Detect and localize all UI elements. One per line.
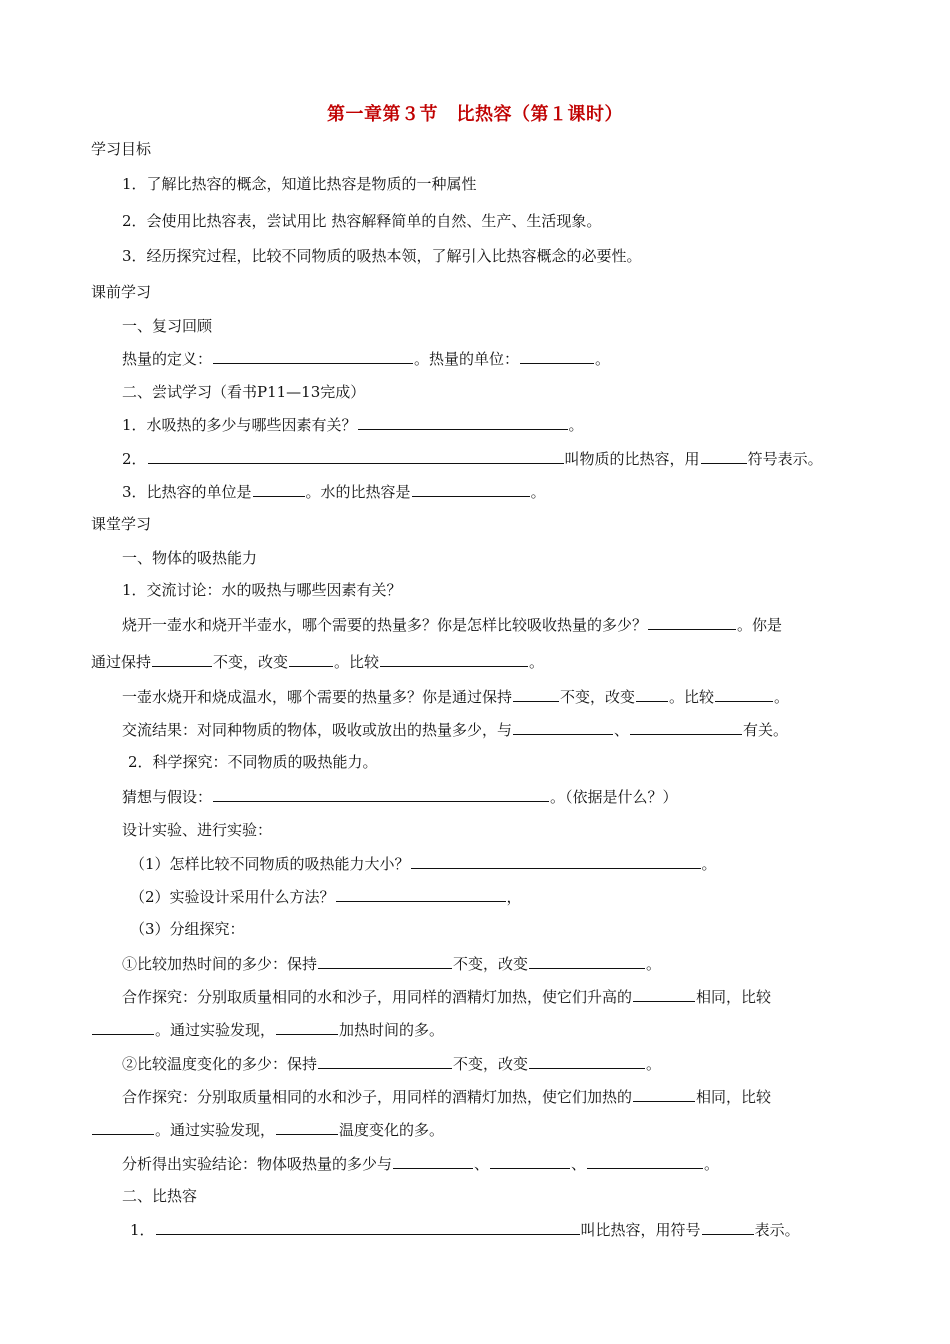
answer-blank[interactable] (318, 1053, 452, 1069)
question-text: ①比较加热时间的多少：保持 (122, 955, 318, 973)
cooperation-2-cont (91, 1119, 444, 1140)
compare-heat-time (122, 953, 661, 974)
answer-blank[interactable] (152, 651, 212, 667)
question-text: 通过保持 (91, 653, 152, 671)
symbol-blank[interactable] (701, 448, 747, 464)
question-text: 交流结果：对同种物质的物体，吸收或放出的热量多少，与 (122, 721, 513, 739)
end-period: 。 (774, 688, 790, 706)
heat-definition-blank[interactable] (213, 348, 413, 364)
answer-blank[interactable] (336, 886, 506, 902)
answer-blank[interactable] (630, 719, 742, 735)
separator: 、 (614, 721, 630, 739)
answer-blank[interactable] (412, 481, 530, 497)
end-period: 。 (646, 1055, 662, 1073)
answer-blank[interactable] (715, 686, 773, 702)
review-heading: 一、复习回顾 (122, 317, 213, 335)
objective-item: 2．会使用比热容表，尝试用比 热容解释简单的自然、生产、生活现象。 (122, 212, 602, 230)
question-text: ②比较温度变化的多少：保持 (122, 1055, 318, 1073)
heat-unit-blank[interactable] (520, 348, 594, 364)
heat-definition-line (122, 348, 610, 369)
answer-blank[interactable] (636, 686, 668, 702)
question-text: 合作探究：分别取质量相同的水和沙子，用同样的酒精灯加热，使它们升高的 (122, 988, 633, 1006)
kettle-question-1-cont (91, 651, 544, 672)
cooperation-2 (122, 1086, 771, 1107)
explore-heading: 2．科学探究：不同物质的吸热能力。 (128, 753, 378, 771)
discussion-result (122, 719, 788, 740)
question-text: 。水的比热容是 (305, 483, 411, 501)
heat-unit-label: 。热量的单位： (414, 350, 520, 368)
step-3: （3）分组探究： (130, 920, 245, 938)
preclass-question-3 (122, 481, 546, 502)
answer-blank[interactable] (92, 1019, 154, 1035)
answer-blank[interactable] (529, 1053, 645, 1069)
question-text: （2）实验设计采用什么方法？ (130, 888, 335, 906)
answer-blank[interactable] (289, 651, 333, 667)
question-text: 不变，改变 (560, 688, 636, 706)
ability-heading: 一、物体的吸热能力 (122, 549, 258, 567)
question-text: 1．水吸热的多少与哪些因素有关？ (122, 416, 357, 434)
answer-blank[interactable] (156, 1219, 580, 1235)
question-text: 。（依据是什么？） (550, 788, 678, 806)
end-period: 。 (701, 855, 717, 873)
question-text: 烧开一壶水和烧开半壶水，哪个需要的热量多？你是怎样比较吸收热量的多少？ (122, 616, 648, 634)
answer-blank[interactable] (318, 953, 452, 969)
objective-item: 3．经历探究过程，比较不同物质的吸热本领，了解引入比热容概念的必要性。 (122, 247, 642, 265)
answer-blank[interactable] (92, 1119, 154, 1135)
question-text: 相同，比较 (696, 988, 772, 1006)
answer-blank[interactable] (148, 448, 564, 464)
question-text: 合作探究：分别取质量相同的水和沙子，用同样的酒精灯加热，使它们加热的 (122, 1088, 633, 1106)
answer-blank[interactable] (587, 1153, 703, 1169)
question-text: 叫比热容，用符号 (580, 1221, 701, 1239)
answer-blank[interactable] (633, 986, 695, 1002)
answer-blank[interactable] (276, 1119, 338, 1135)
preclass-heading: 课前学习 (91, 283, 152, 301)
question-text: 。你是 (737, 616, 783, 634)
end-period: 。 (530, 483, 546, 501)
question-number: 2． (122, 450, 147, 468)
question-text: （1）怎样比较不同物质的吸热能力大小？ (130, 855, 410, 873)
answer-blank[interactable] (529, 953, 645, 969)
hypothesis-line (122, 786, 678, 807)
step-1 (130, 853, 717, 874)
question-text: 3．比热容的单位是 (122, 483, 252, 501)
conclusion-line (122, 1153, 719, 1174)
answer-blank[interactable] (393, 1153, 473, 1169)
question-text: 加热时间的多。 (339, 1021, 445, 1039)
preclass-question-2 (122, 448, 823, 469)
step-2 (130, 886, 522, 907)
answer-blank[interactable] (358, 414, 568, 430)
specific-heat-question-1 (130, 1219, 800, 1240)
answer-blank[interactable] (513, 686, 559, 702)
answer-blank[interactable] (513, 719, 613, 735)
separator: 、 (474, 1155, 490, 1173)
question-text: 符号表示。 (747, 450, 823, 468)
separator: ， (506, 888, 522, 906)
end-period: 。 (704, 1155, 720, 1173)
question-text: 温度变化的多。 (339, 1121, 445, 1139)
objective-item: 1．了解比热容的概念，知道比热容是物质的一种属性 (122, 175, 477, 193)
end-period: 。 (568, 416, 584, 434)
question-text: 不变，改变 (453, 1055, 529, 1073)
answer-blank[interactable] (490, 1153, 570, 1169)
preclass-question-1 (122, 414, 584, 435)
unit-blank[interactable] (253, 481, 305, 497)
answer-blank[interactable] (633, 1086, 695, 1102)
question-text: 。比较 (334, 653, 380, 671)
try-heading: 二、尝试学习（看书P11—13完成） (122, 383, 366, 401)
question-text: 。通过实验发现， (155, 1121, 276, 1139)
end-period: 。 (646, 955, 662, 973)
question-text: 相同，比较 (696, 1088, 772, 1106)
page-title: 第一章第３节 比热容（第１课时） (327, 104, 623, 125)
objectives-heading: 学习目标 (91, 140, 152, 158)
design-heading: 设计实验、进行实验： (122, 821, 273, 839)
question-number: 1． (130, 1221, 155, 1239)
heat-definition-label: 热量的定义： (122, 350, 213, 368)
question-text: 分析得出实验结论：物体吸热量的多少与 (122, 1155, 393, 1173)
answer-blank[interactable] (276, 1019, 338, 1035)
question-text: 不变，改变 (213, 653, 289, 671)
question-text: 有关。 (743, 721, 789, 739)
answer-blank[interactable] (213, 786, 549, 802)
question-text: 叫物质的比热容，用 (564, 450, 700, 468)
question-text: 一壶水烧开和烧成温水，哪个需要的热量多？你是通过保持 (122, 688, 513, 706)
kettle-question-1 (122, 614, 782, 635)
end-period: 。 (529, 653, 545, 671)
symbol-blank[interactable] (702, 1219, 754, 1235)
question-text: 。通过实验发现， (155, 1021, 276, 1039)
end-period: 。 (595, 350, 611, 368)
question-text: 猜想与假设： (122, 788, 213, 806)
inclass-heading: 课堂学习 (91, 515, 152, 533)
discussion-question: 1．交流讨论：水的吸热与哪些因素有关？ (122, 581, 402, 599)
separator: 、 (571, 1155, 587, 1173)
answer-blank[interactable] (380, 651, 528, 667)
question-text: 不变，改变 (453, 955, 529, 973)
specific-heat-heading: 二、比热容 (122, 1187, 198, 1205)
compare-temperature (122, 1053, 661, 1074)
answer-blank[interactable] (648, 614, 736, 630)
question-text: 。比较 (669, 688, 715, 706)
cooperation-1 (122, 986, 771, 1007)
cooperation-1-cont (91, 1019, 444, 1040)
answer-blank[interactable] (411, 853, 701, 869)
kettle-question-2 (122, 686, 789, 707)
question-text: 表示。 (754, 1221, 800, 1239)
